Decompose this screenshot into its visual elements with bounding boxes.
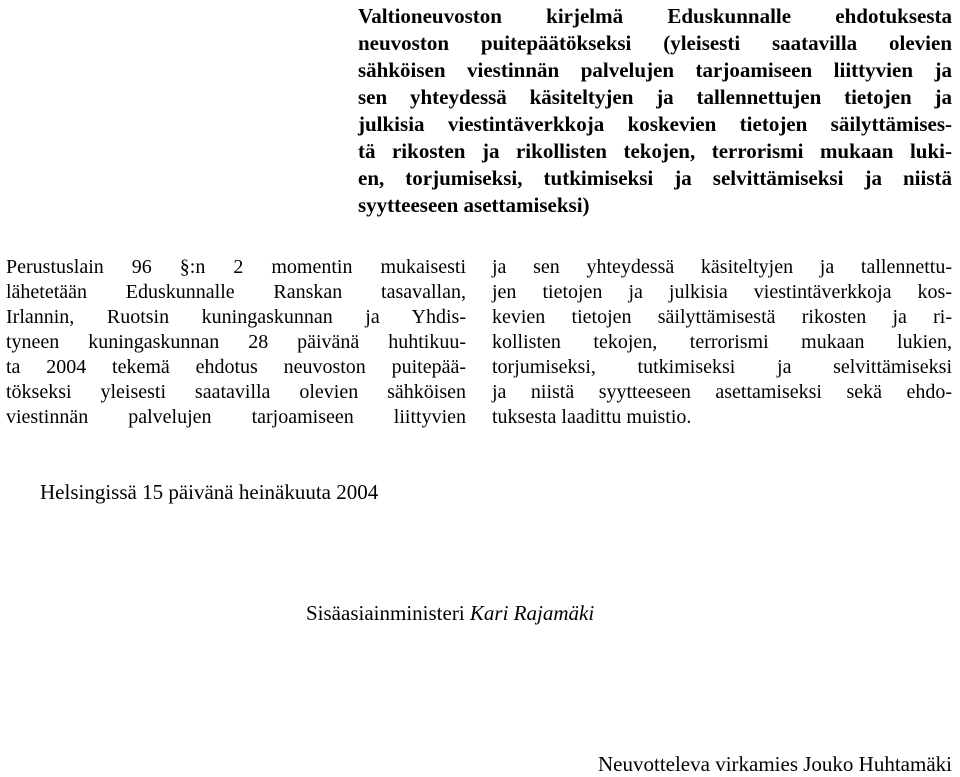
body-line: kevien tietojen säilyttämisestä rikosten ja ri- [492,306,952,328]
title-line: en, torjumiseksi, tutkimiseksi ja selvittämiseksi ja niistä [358,166,952,190]
minister-title: Sisäasiainministeri [306,601,465,625]
title-line: neuvoston puitepäätökseksi (yleisesti saatavilla olevien [358,31,952,55]
title-line: sähköisen viestinnän palvelujen tarjoamiseen liittyvien ja [358,58,952,82]
body-line: kollisten tekojen, terrorismi mukaan lukien, [492,331,952,353]
body-line: ja niistä syytteeseen asettamiseksi sekä ehdo- [492,381,952,403]
title-line: tä rikosten ja rikollisten tekojen, terrorismi mukaan luki- [358,139,952,163]
minister-signature [306,601,594,626]
title-line: Valtioneuvoston kirjelmä Eduskunnalle ehdotuksesta [358,4,952,28]
title-line: julkisia viestintäverkkoja koskevien tietojen säilyttämises- [358,112,952,136]
body-line: Irlannin, Ruotsin kuningaskunnan ja Yhdis- [6,306,466,328]
body-line: ta 2004 tekemä ehdotus neuvoston puitepää- [6,356,466,378]
minister-name: Kari Rajamäki [469,601,595,625]
title-line: sen yhteydessä käsiteltyjen ja tallennettujen tietojen ja [358,85,952,109]
body-line: ja sen yhteydessä käsiteltyjen ja tallennettu- [492,256,952,278]
body-line: torjumiseksi, tutkimiseksi ja selvittämiseksi [492,356,952,378]
body-line: jen tietojen ja julkisia viestintäverkkoja kos- [492,281,952,303]
body-line: lähetetään Eduskunnalle Ranskan tasavallan, [6,281,466,303]
body-line: Perustuslain 96 §:n 2 momentin mukaisesti [6,256,466,278]
title-line: syytteeseen asettamiseksi) [358,193,590,217]
body-line: viestinnän palvelujen tarjoamiseen liittyvien [6,406,466,428]
body-line: tyneen kuningaskunnan 28 päivänä huhtikuu- [6,331,466,353]
place-and-date: Helsingissä 15 päivänä heinäkuuta 2004 [40,480,379,504]
official-signature: Neuvotteleva virkamies Jouko Huhtamäki [598,752,952,776]
body-line: tökseksi yleisesti saatavilla olevien sähköisen [6,381,466,403]
body-line: tuksesta laadittu muistio. [492,406,692,428]
